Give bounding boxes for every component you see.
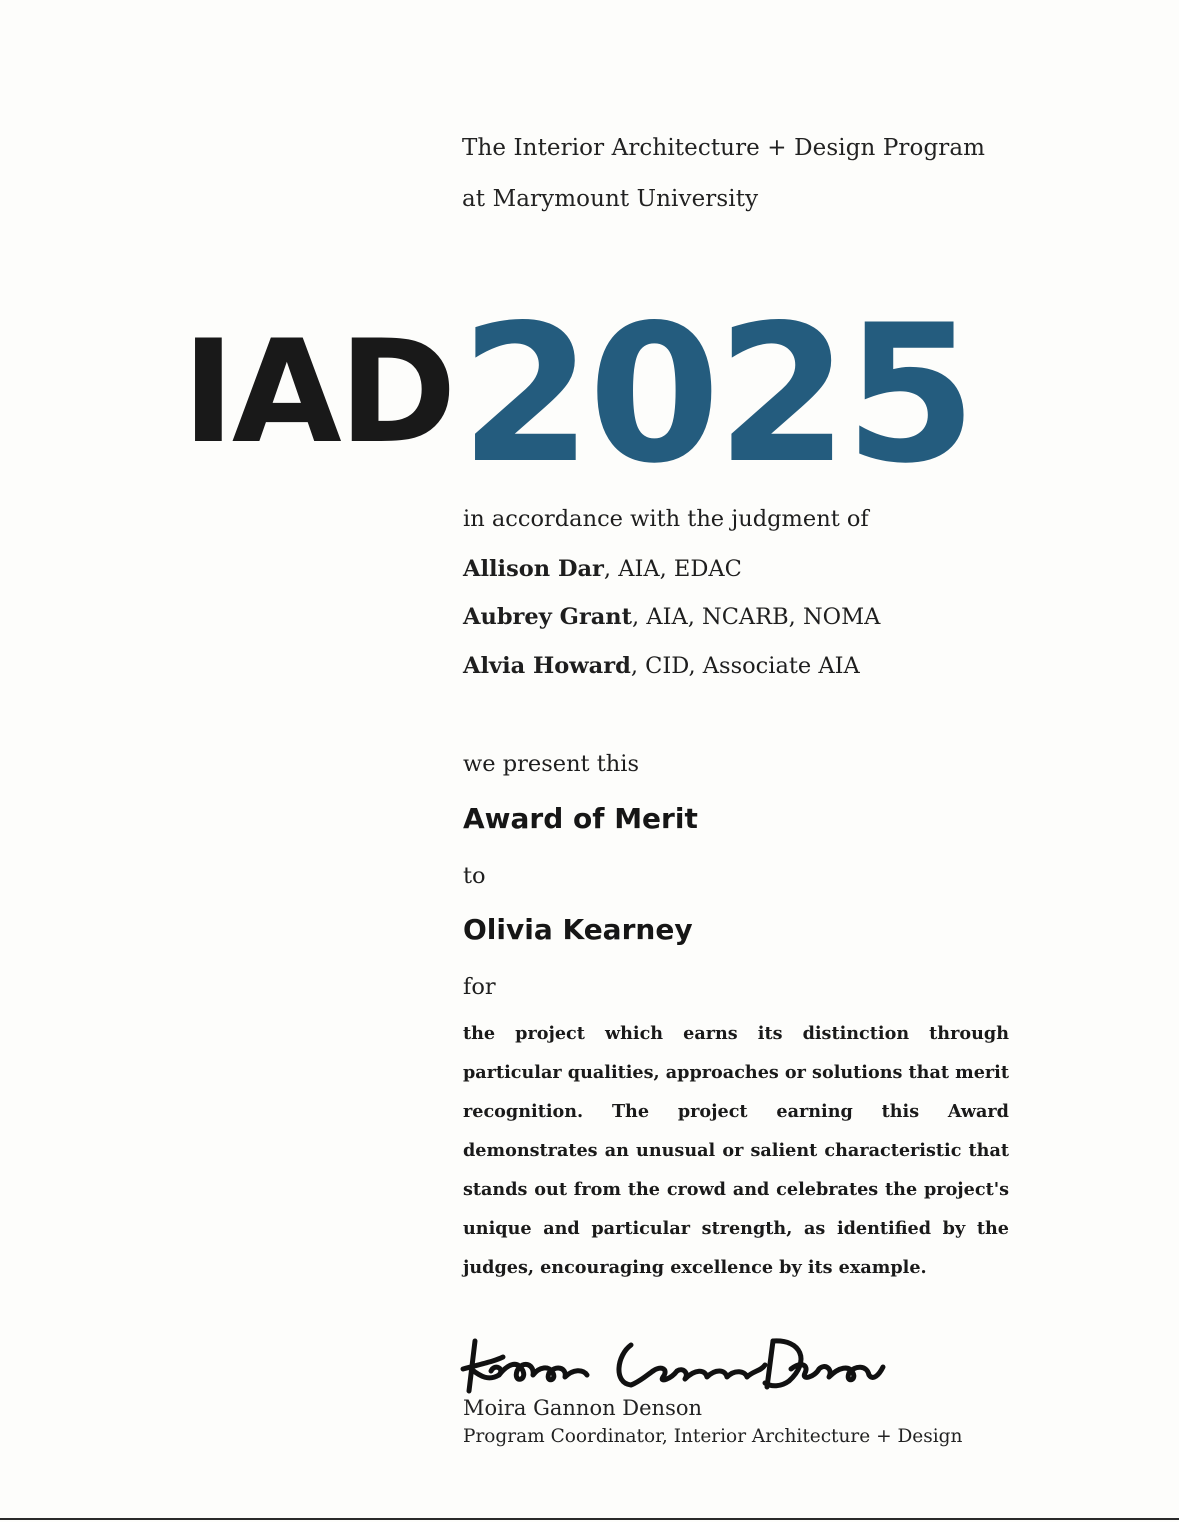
award-name: Award of Merit (463, 802, 698, 835)
recipient-name: Olivia Kearney (463, 913, 693, 946)
award-description: the project which earns its distinction through particular qualities, approaches or solutions that merit recognition. The project earning this Award demonstrates an unusual or salient characteristic that stands out from the crowd and celebrates the project's unique and particular strength, as identified by the judges, encouraging excellence by its example. (463, 1023, 1009, 1278)
judge-3-name: Alvia Howard (463, 653, 631, 679)
signer-name: Moira Gannon Denson (463, 1396, 703, 1420)
judge-1 (463, 556, 742, 582)
judge-1-name: Allison Dar (463, 556, 604, 582)
university-name: at Marymount University (462, 186, 759, 212)
to-text: to (463, 863, 486, 889)
judge-3 (463, 653, 860, 679)
title-iad: IAD (182, 310, 454, 475)
judge-1-credentials: , AIA, EDAC (603, 556, 742, 582)
judge-2-name: Aubrey Grant (463, 604, 633, 630)
signature-image (455, 1325, 895, 1405)
judge-2 (463, 604, 880, 630)
for-text: for (463, 974, 496, 1000)
signer-title: Program Coordinator, Interior Architecture + Design (463, 1426, 963, 1447)
program-name: The Interior Architecture + Design Program (462, 135, 986, 161)
bottom-divider (0, 1518, 1179, 1520)
present-text: we present this (463, 751, 640, 777)
judge-3-credentials: , CID, Associate AIA (630, 653, 860, 679)
judge-2-credentials: , AIA, NCARB, NOMA (632, 604, 881, 630)
judgment-intro: in accordance with the judgment of (463, 506, 869, 532)
title-year: 2025 (460, 284, 973, 505)
